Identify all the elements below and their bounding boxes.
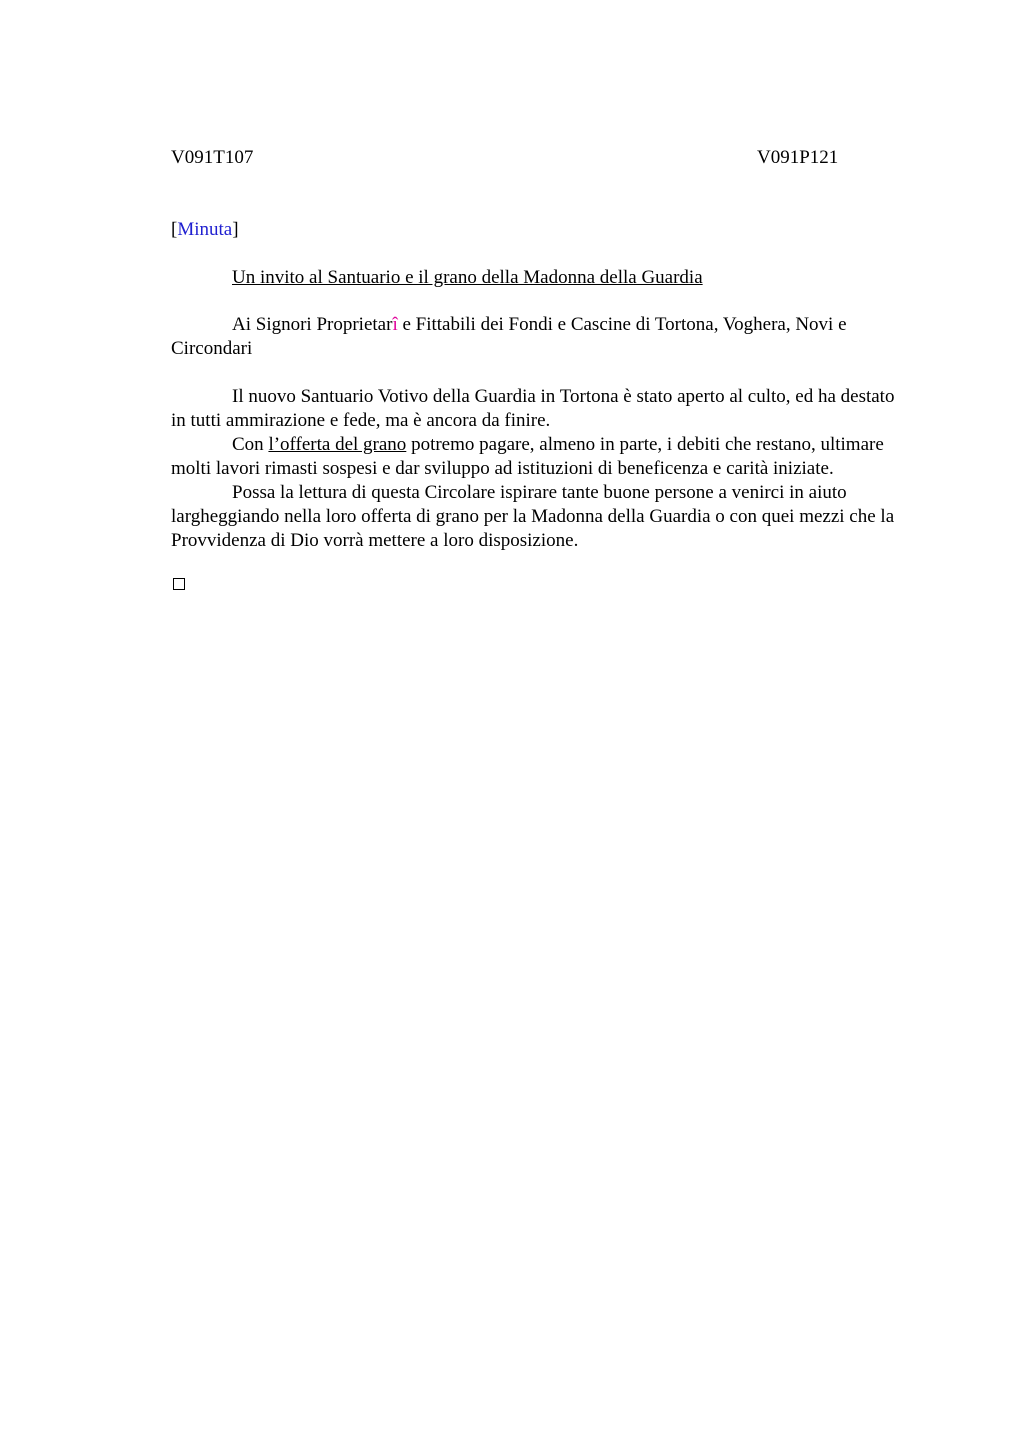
paragraph-2-rest: potremo pagare, almeno in parte, i debiti che restano, ultimare molti lavori rimasti sospesi e dar sviluppo ad istituzioni di beneficenza e carità iniziate. [171, 434, 884, 479]
close-bracket: ] [232, 219, 239, 240]
paragraph-2-prefix: Con [232, 434, 269, 455]
document-code-right: V091P121 [757, 147, 839, 168]
address-part1: Ai Signori Proprietar [232, 314, 393, 335]
document-title-text: Un invito al Santuario e il grano della Madonna della Guardia [232, 267, 703, 288]
paragraph-3: Possa la lettura di questa Circolare ispirare tante buone persone a venirci in aiuto largheggiando nella loro offerta di grano per la Madonna della Guardia o con quei mezzi che la Provvidenza di Dio vorrà mettere a loro disposizione. [171, 482, 895, 551]
minuta-link[interactable]: Minuta [177, 219, 233, 240]
paragraph-2 [171, 433, 909, 481]
address-part2: e Fittabili dei Fondi e Cascine di Tortona, Voghera, Novi e Circondari [171, 314, 847, 359]
document-code-left: V091T107 [171, 147, 254, 168]
paragraph-1: Il nuovo Santuario Votivo della Guardia in Tortona è stato aperto al culto, ed ha destato in tutti ammirazione e fede, ma è ancora da finire. [171, 386, 895, 431]
end-square-icon [173, 578, 185, 590]
paragraph-2-underlined: l’offerta del grano [268, 434, 407, 455]
address-line [171, 313, 909, 361]
address-accent-char: î [392, 314, 398, 335]
minuta-label [171, 218, 909, 242]
open-bracket: [ [171, 219, 178, 240]
body-text [171, 385, 909, 553]
document-title [171, 266, 909, 290]
